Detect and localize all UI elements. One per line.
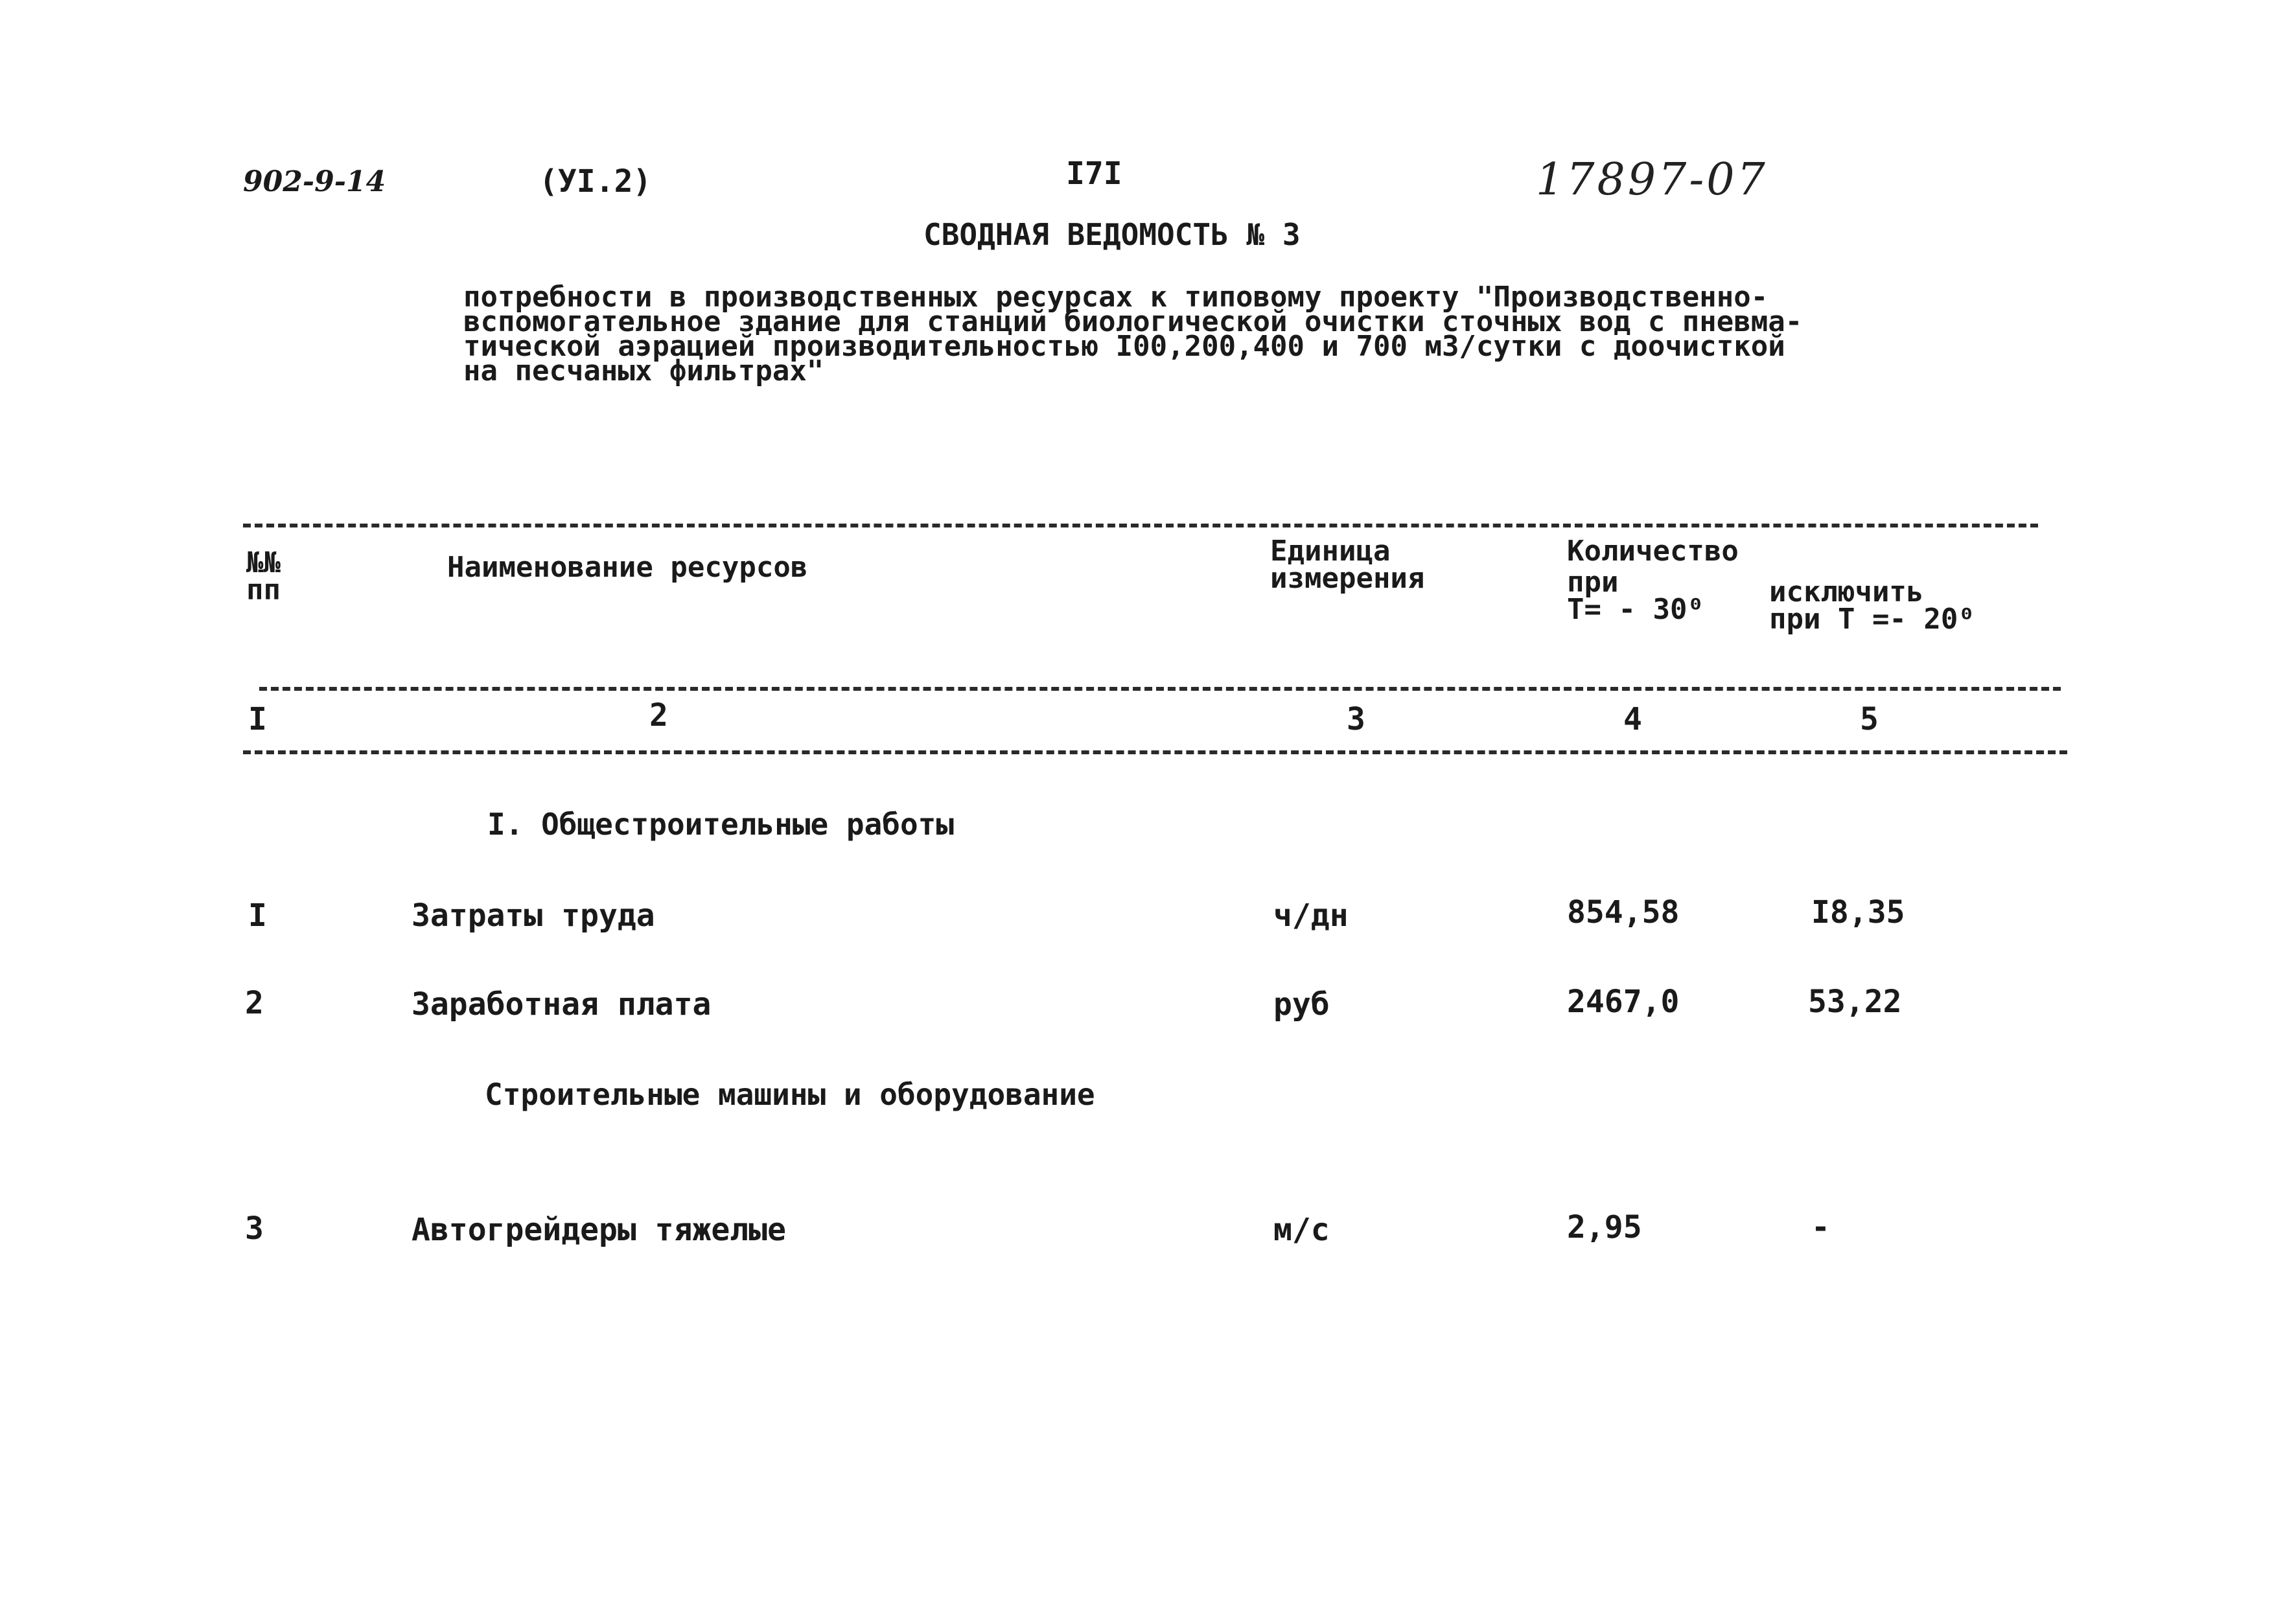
document-subtitle: потребности в производственных ресурсах к типовому проекту "Производственно- вспомогательное здание для станций биологической очистки сточных вод с пневма- тической аэрацией производительностью I00,200,400 и 700 м3/сутки с доочисткой на песчаных фильтрах" — [463, 281, 1803, 388]
section-title: I. Общестроительные работы — [487, 807, 955, 842]
header-num: №№ пп — [246, 546, 281, 607]
table-row-num: I — [248, 897, 267, 934]
table-row-unit: ч/дн — [1273, 897, 1349, 934]
table-row-unit: м/с — [1273, 1212, 1330, 1248]
header-name: Наименование ресурсов — [447, 551, 808, 584]
header-excl: исключить при Т =- 20⁰ — [1769, 575, 1975, 636]
header-bottom-rule — [259, 687, 2061, 691]
document-title: СВОДНАЯ ВЕДОМОСТЬ № 3 — [923, 217, 1301, 252]
table-row-name: Автогрейдеры тяжелые — [412, 1212, 786, 1248]
page-number: I7I — [1066, 156, 1122, 192]
doc-code: 902-9-14 — [243, 165, 386, 198]
column-number-3: 3 — [1347, 701, 1365, 737]
table-row-num: 3 — [245, 1210, 264, 1247]
table-row-excl: - — [1811, 1209, 1830, 1245]
table-row-qty: 854,58 — [1567, 894, 1680, 931]
table-row-num: 2 — [245, 985, 264, 1021]
table-top-rule — [243, 524, 2038, 527]
stamp-number: 17897-07 — [1536, 154, 1768, 205]
table-row-name: Заработная плата — [412, 986, 712, 1023]
column-numbers-bottom-rule — [243, 750, 2067, 754]
section-code: (УI.2) — [539, 163, 652, 200]
header-qty: при Т= - 30⁰ — [1567, 566, 1704, 626]
column-number-4: 4 — [1623, 701, 1642, 737]
table-row-name: Затраты труда — [412, 897, 655, 934]
header-qty-top: Количество — [1567, 535, 1739, 568]
table-row-qty: 2,95 — [1567, 1209, 1642, 1245]
column-number-5: 5 — [1860, 701, 1879, 737]
table-row-qty: 2467,0 — [1567, 984, 1680, 1020]
table-row-excl: I8,35 — [1811, 894, 1905, 931]
header-unit: Единица измерения — [1270, 535, 1425, 595]
table-row-excl: 53,22 — [1808, 984, 1902, 1020]
table-row-unit: руб — [1273, 986, 1330, 1023]
column-number-2: 2 — [649, 697, 668, 734]
section-title: Строительные машины и оборудование — [485, 1077, 1095, 1112]
column-number-1: I — [248, 701, 267, 737]
